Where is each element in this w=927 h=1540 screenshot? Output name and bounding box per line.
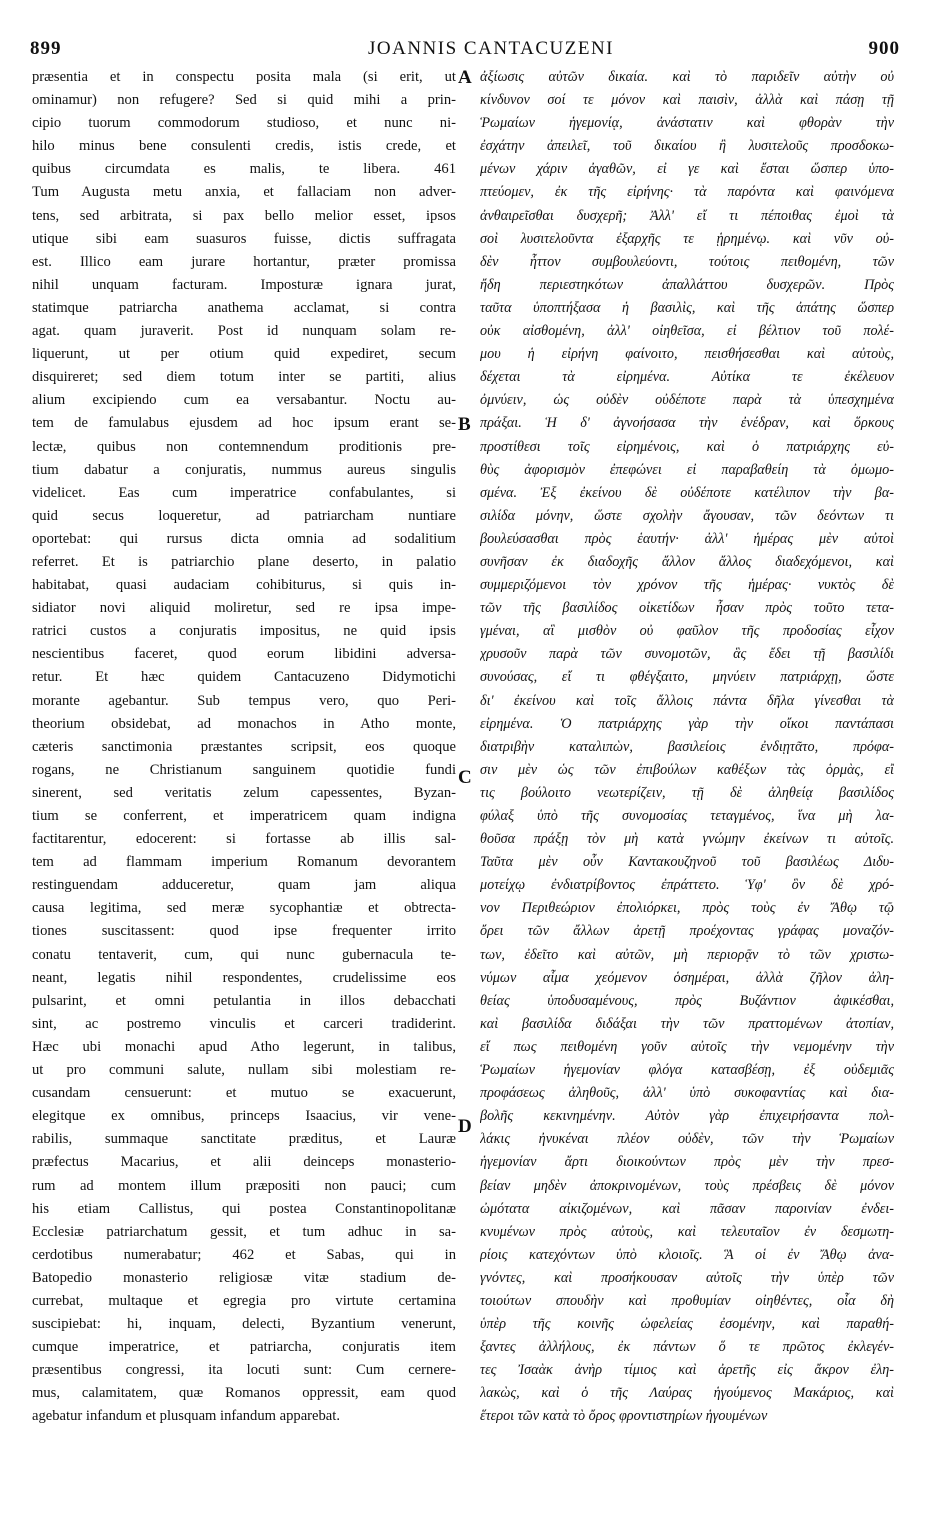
greek-column — [480, 66, 894, 1429]
latin-text-line: videlicet. Eas cum imperatrice confabulantes, si — [32, 484, 456, 501]
greek-text-line: λάκις ἠνυκέναι πλέον οὐδὲν, τῶν τὴν Ῥωμαίων — [480, 1131, 894, 1148]
latin-text-line: liquerunt, ut per otium quid expediret, secum — [32, 346, 456, 363]
latin-text-line: tiones suscitassent: quod ipse frequenter irrito — [32, 923, 456, 940]
greek-text-line: γνόντες, καὶ προσήκουσαν αὐτοῖς τὴν ὑπὲρ τῶν — [480, 1269, 894, 1286]
section-marker-d: D — [458, 1116, 472, 1137]
latin-text-line: alium excipiendo cum ea versabantur. Noctu au- — [32, 392, 456, 409]
latin-text-line: currebat, multaque et egregia pro virtute certamina — [32, 1292, 456, 1309]
greek-text-line: Ῥωμαίων ἡγεμονίᾳ, ἀνάστατιν καὶ φθορὰν τὴν — [480, 115, 894, 132]
greek-text-line: σιλίδα μόνην, ὥστε σχολὴν ἄγουσαν, τῶν δεόντων τι — [480, 507, 894, 524]
latin-text-line: statimque patriarcha anathema acclamat, si contra — [32, 299, 456, 316]
latin-text-line: cæteris sanctimonia præstantes scripsit, eos quoque — [32, 738, 456, 755]
greek-text-line: διατριβὴν καταλιπὼν, βασιλείοις ἐνδιῃτᾶτο, πρόφα- — [480, 738, 894, 755]
greek-text-line: φύλαξ ὑπὸ τῆς συνομοσίας τεταγμένος, ἵνα μὴ λα- — [480, 808, 894, 824]
page-header — [30, 38, 900, 60]
greek-text-line: ἤδη περιεστηκότων ἀπαλλάττου δυσχερῶν. Πρὸς — [480, 276, 894, 293]
right-page-number: 900 — [868, 38, 900, 59]
greek-text-line: ὑπὲρ τῆς κοινῆς ὠφελείας ἐσομένην, καὶ παραθή- — [480, 1316, 894, 1333]
latin-text-line: præfectus Macarius, et alii deinceps monasterio- — [32, 1154, 456, 1171]
greek-text-line: ὄρει τῶν ἄλλων ἀρετῇ προέχοντας γράφας μοναζόν- — [480, 923, 894, 940]
latin-text-line: ratrici custos a conjuratis impositus, ne quid ipsis — [32, 623, 456, 640]
greek-text-line: ἡγεμονίαν ἄρτι διοικούντων πρὸς μὲν τὴν πρεσ- — [480, 1154, 894, 1171]
greek-text-line: γμέναι, αἳ μισθὸν οὐ φαῦλον τῆς προδοσίας εἶχον — [480, 623, 894, 640]
latin-text-line: tens, sed arbitrata, si pax bello melior esset, ipsos — [32, 207, 456, 224]
latin-text-line: hilo minus bene consulenti credis, istis crede, et — [32, 138, 456, 155]
greek-text-line: νύμων αἷμα χεόμενον ὁσημέραι, ἀλλὰ ζῆλον ἀλη- — [480, 969, 894, 986]
latin-text-line: rum ad montem illum præpositi non pauci; cum — [32, 1177, 456, 1194]
latin-text-line: tem ad flammam imperium Romanum devorantem — [32, 854, 456, 871]
latin-text-line: habitabat, quasi audaciam cohibiturus, si quis in- — [32, 577, 456, 594]
latin-text-line: factitarentur, edocerent: si fortasse ab illis sal- — [32, 831, 456, 848]
latin-text-line: theorium obsidebat, ad monachos in Atho monte, — [32, 715, 456, 732]
greek-text-line: σμένα. Ἐξ ἐκείνου δὲ οὐδέποτε κατέλιπον τὴν βα- — [480, 484, 894, 501]
greek-text-line: κίνδυνον σοί τε μόνον καὶ παισὶν, ἀλλὰ καὶ πάσῃ τῇ — [480, 92, 894, 109]
greek-text-line: δὲν ἧττον συμβουλεύοντι, τούτοις πειθομένη, τῶν — [480, 253, 894, 270]
latin-text-line: cerdotibus numerabatur; 462 et Sabas, qui in — [32, 1246, 456, 1263]
latin-text-line: mus, calamitatem, quæ Romanos oppressit, eam quod — [32, 1385, 456, 1402]
greek-text-line: θοῦσα πράξῃ τὸν μὴ κατὰ γνώμην ἐκείνων τι αὐτοῖς. — [480, 831, 894, 848]
greek-text-line: νον Περιθεώριον ἐπολιόρκει, πρὸς τοὺς ἐν Ἄθῳ τῷ — [480, 900, 894, 917]
greek-text-line: βουλεύσασθαι πρὸς ἑαυτήν· ἀλλ' ἡμέρας μὲν αὐτοὶ — [480, 530, 894, 547]
latin-text-line: retur. Et hæc quidem Cantacuzeno Didymotichi — [32, 669, 456, 686]
latin-text-line: cusandam censuerunt: et mutuo se exacuerunt, — [32, 1085, 456, 1102]
greek-text-line: δέχεται τὰ εἰρημένα. Αὐτίκα τε ἐκέλευον — [480, 369, 894, 386]
greek-text-line: ἀξίωσις αὐτῶν δικαία. καὶ τὸ παριδεῖν αὐτὴν οὐ — [480, 69, 894, 85]
latin-text-line: oportebat: qui rursus dicta omnia ad sodalitium — [32, 530, 456, 547]
latin-text-line: agebatur infandum et plusquam infandum apparebat. — [32, 1408, 340, 1425]
latin-text-line: tium dabatur a conjuratis, nummus aureus singulis — [32, 461, 456, 478]
latin-text-line: Batopedio monasterio religiosæ vitæ stadium de- — [32, 1269, 456, 1286]
latin-text-line: sint, ac postremo vinculis et carceri tradiderint. — [32, 1015, 456, 1032]
greek-text-line: σοὶ λυσιτελοῦντα ἐξαρχῆς τε ᾑρημένῳ. καὶ νῦν οὐ- — [480, 230, 894, 247]
greek-text-line: ἐσχάτην ἀπειλεῖ, τοῦ δικαίου ἢ λυσιτελοῦς προσδοκω- — [480, 138, 894, 155]
greek-text-line: προφάσεως ἀληθοῦς, ἀλλ' ὑπὸ συκοφαντίας καὶ δια- — [480, 1085, 894, 1102]
greek-text-line: πτεύομεν, ἐκ τῆς εἰρήνης· τὰ παρόντα καὶ φαινόμενα — [480, 184, 894, 201]
latin-text-line: elegitque ex omnibus, princeps Isaacius, vir vene- — [32, 1108, 456, 1125]
greek-text-line: σιν μὲν ὡς τῶν ἐπιβούλων καθέξων τὰς ὁρμὰς, εἴ — [480, 761, 894, 778]
greek-text-line: μοτείχῳ ἐνδιατρίβοντος ἐπράττετο. Ὑφ' ὃν δὲ χρό- — [480, 877, 894, 894]
latin-text-line: morante agebantur. Sub tempus vero, quo Peri- — [32, 692, 456, 709]
latin-text-line: neant, legatis nihil respondentes, crudelissime eos — [32, 969, 456, 986]
latin-text-line: præsentia et in conspectu posita mala (si erit, ut — [32, 69, 456, 85]
latin-text-line: disquireret; sed diem totum inter se partiti, alius — [32, 369, 456, 386]
greek-text-line: μου ἡ εἰρήνη φαίνοιτο, πεισθήσεσθαι καὶ αὐτοὺς, — [480, 346, 894, 363]
latin-text-line: sinerent, sed veritatis zelum capessentes, Byzan- — [32, 784, 456, 801]
latin-text-line: his etiam Callistus, qui postea Constantinopolitanæ — [32, 1200, 456, 1217]
section-marker-c: C — [458, 767, 472, 788]
greek-text-line: ὀμνύειν, ὡς οὐδὲν οὐδέποτε παρὰ τὰ ὑπεσχημένα — [480, 392, 894, 409]
greek-text-line: τῶν τῆς βασιλίδος οἰκετίδων ἦσαν πρὸς τοῦτο τετα- — [480, 600, 894, 617]
greek-text-line: λακὼς, καὶ ὁ τῆς Λαύρας ἡγούμενος Μακάριος, καὶ — [480, 1385, 894, 1402]
greek-text-line: εἰρημένα. Ὁ πατριάρχης γὰρ τὴν οἴκοι παντάπασι — [480, 715, 894, 732]
greek-text-line: ρίοις κατεχόντων ὑπὸ κλοιοῖς. Ἃ οἱ ἐν Ἄθῳ ἀνα- — [480, 1246, 894, 1263]
latin-text-line: quid secus loqueretur, ad patriarcham nuntiare — [32, 507, 456, 524]
greek-text-line: τοιούτων σπουδὴν καὶ προθυμίαν οἰηθέντες, οἷα δὴ — [480, 1292, 894, 1309]
latin-text-line: ut pro communi salute, nullam sibi molestiam re- — [32, 1062, 456, 1079]
greek-text-line: πράξαι. Ἡ δ' ἀγνοήσασα τὴν ἐνέδραν, καὶ ὅρκους — [480, 415, 894, 432]
greek-text-line: Ταῦτα μὲν οὖν Καντακουζηνοῦ τοῦ βασιλέως Διδυ- — [480, 854, 894, 871]
section-marker-b: B — [458, 414, 471, 435]
latin-text-line: Hæc ubi monachi apud Atho legerunt, in talibus, — [32, 1038, 456, 1055]
latin-text-line: tem de famulabus ejusdem ad hoc ipsum erant se- — [32, 415, 456, 432]
latin-text-line: tium se conferrent, et imperatricem quam indigna — [32, 808, 456, 824]
latin-text-line: est. Illico eam jurare hortantur, præter promissa — [32, 253, 456, 270]
greek-text-line: ὠμότατα αἰκιζομένων, καὶ πᾶσαν παροινίαν ἐνδει- — [480, 1200, 894, 1217]
greek-text-line: τες Ἰσαὰκ ἀνὴρ τίμιος καὶ ἀρετῆς εἰς ἄκρον ἐλη- — [480, 1362, 894, 1379]
latin-text-line: ominamur) non refugere? Sed si quid mihi a prin- — [32, 92, 456, 109]
latin-text-line: quibus circumdata es malis, te libera. 461 — [32, 161, 456, 178]
greek-text-line: κνυμένων πρὸς αὐτοὺς, καὶ τελευταῖον ἐν δεσμωτη- — [480, 1223, 894, 1240]
latin-text-line: referret. Et is patriarchio plane deserto, in palatio — [32, 553, 456, 570]
greek-text-line: εἴ πως πειθομένη γοῦν αὐτοῖς τὴν νεμομένην τὴν — [480, 1038, 894, 1055]
greek-text-line: ταῦτα ὑποπτήξασα ἡ βασιλὶς, καὶ τῆς ἀπάτης ὥσπερ — [480, 299, 894, 316]
greek-text-line: θείας ὑποδυσαμένους, πρὸς Βυζάντιον ἀφικέσθαι, — [480, 992, 894, 1009]
running-title: JOANNIS CANTACUZENI — [368, 38, 614, 59]
greek-text-line: συμμεριζόμενοι τὸν χρόνον τῆς ἡμέρας· νυκτὸς δὲ — [480, 577, 894, 594]
greek-text-line: συνούσας, εἴ τι φθέγξαιτο, μηνύειν πατριάρχῃ, ὥστε — [480, 669, 894, 686]
greek-text-line: ἕτεροι τῶν κατὰ τὸ ὄρος φροντιστηρίων ἡγουμένων — [480, 1408, 768, 1425]
latin-text-line: rabilis, summaque sanctitate præditus, et Lauræ — [32, 1131, 456, 1148]
latin-text-line: sidiator novi aliquid moliretur, sed re ipsa impe- — [32, 600, 456, 617]
latin-text-line: cipio tuorum commodorum studioso, et nunc ni- — [32, 115, 456, 132]
greek-text-line: δι' ἐκείνου καὶ τοῖς ἄλλοις πάντα δῆλα γίνεσθαι τὰ — [480, 692, 894, 709]
latin-text-line: utique sibi eam suasuros fuisse, dictis suffragata — [32, 230, 456, 247]
greek-text-line: των, ἐδεῖτο καὶ αὐτῶν, μὴ περιορᾷν τὸ τῶν χριστω- — [480, 946, 894, 963]
greek-text-line: βείαν μηδὲν ἀποκρινομένων, τοὺς πρέσβεις δὲ μόνον — [480, 1177, 894, 1194]
latin-text-line: suscipiebat: hi, inquam, delecti, Byzantium venerunt, — [32, 1316, 456, 1333]
greek-text-line: ξαντες ἀλλήλους, ἐκ πάντων ὅ τε πρῶτος ἐκλεγέν- — [480, 1339, 894, 1356]
latin-text-line: conatu tentaverit, cum, qui nunc gubernacula te- — [32, 946, 456, 963]
greek-text-line: θὺς ἀφορισμὸν ἐπεφώνει εἰ παραβαθείη τὰ ὀμωμο- — [480, 461, 894, 478]
greek-text-line: χρυσοῦν παρὰ τῶν συνομοτῶν, ἃς ἔδει τῇ βασιλίδι — [480, 646, 894, 663]
latin-text-line: restinguendam adduceretur, quam jam aliqua — [32, 877, 456, 894]
latin-text-line: pulsarint, et omni petulantia in illos debacchati — [32, 992, 456, 1009]
latin-text-line: Tum Augusta metu anxia, et fallaciam non adver- — [32, 184, 456, 201]
greek-text-line: καὶ βασιλίδα διδάξαι τὴν τῶν πραττομένων ἀτοπίαν, — [480, 1015, 894, 1032]
greek-text-line: οὐκ αἰσθομένη, ἀλλ' οἰηθεῖσα, εἰ βέλτιον τοῦ πολέ- — [480, 323, 894, 340]
latin-text-line: præsentibus congressi, ita locuti sunt: Cum cernere- — [32, 1362, 456, 1379]
latin-text-line: cumque imperatrice, et patriarcha, conjuratis item — [32, 1339, 456, 1356]
greek-text-line: Ῥωμαίων ἡγεμονίαν φλόγα κατασβέσῃ, ἐξ οὐδεμιᾶς — [480, 1062, 894, 1079]
greek-text-line: ἀνθαιρεῖσθαι δυσχερῆ; Ἀλλ' εἴ τι πέποιθας ἐμοὶ τὰ — [480, 207, 894, 224]
greek-text-line: προστίθεσι τοῖς εἰρημένοις, καὶ ὁ πατριάρχης εὐ- — [480, 438, 894, 455]
left-page-number: 899 — [30, 38, 62, 59]
greek-text-line: τις βούλοιτο νεωτερίζειν, τῇ δὲ ἀληθείᾳ βασιλίδος — [480, 784, 894, 801]
section-marker-a: A — [458, 67, 472, 88]
latin-text-line: causa legitima, sed meræ sycophantiæ et obtrecta- — [32, 900, 456, 917]
greek-text-line: μένων χάριν ἀγαθῶν, εἰ γε καὶ ἔσται ὥσπερ ὑπο- — [480, 161, 894, 178]
greek-text-line: βολῆς κεκινημένην. Αὐτὸν γὰρ ἐπιχειρήσαντα πολ- — [480, 1108, 894, 1125]
latin-text-line: agat. quam juraverit. Post id nunquam solam re- — [32, 323, 456, 340]
latin-text-line: lectæ, quibus non contemnendum proditionis pre- — [32, 438, 456, 455]
latin-column — [32, 66, 456, 1429]
latin-text-line: nihil unquam facturam. Imposturæ ignara jurat, — [32, 276, 456, 293]
latin-text-line: rogans, ne Christianum sanguinem quotidie fundi — [32, 761, 456, 778]
latin-text-line: Ecclesiæ patriarchatum gessit, et tum adhuc in sa- — [32, 1223, 456, 1240]
greek-text-line: συνῆσαν ἐκ διαδοχῆς ἄλλον ἄλλος διαδεχόμενοι, καὶ — [480, 553, 894, 570]
latin-text-line: nescientibus faceret, quod eorum libidini adversa- — [32, 646, 456, 663]
